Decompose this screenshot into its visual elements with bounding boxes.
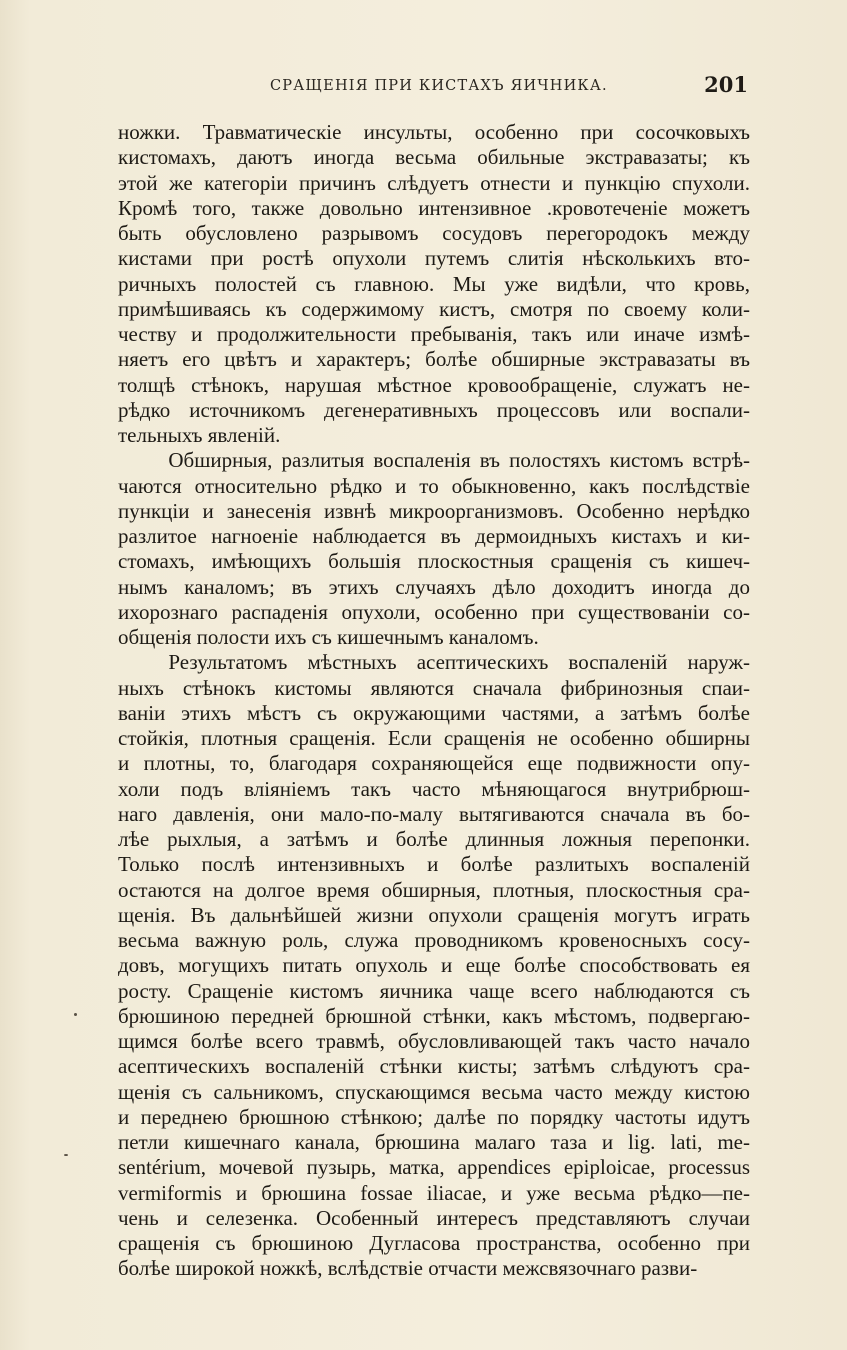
text-line: пункціи и занесенія извнѣ микроорганизмовъ. Особенно нерѣдко — [118, 498, 750, 523]
text-line: чень и селезенка. Особенный интересъ представляютъ случаи — [118, 1205, 750, 1230]
text-line: ножки. Травматическіе инсульты, особенно при сосочковыхъ — [118, 120, 750, 144]
text-line: тельныхъ явленій. — [118, 423, 281, 447]
text-line: примѣшиваясь къ содержимому кистъ, смотря по своему коли- — [118, 296, 750, 321]
text-line: чаются относительно рѣдко и то обыкновенно, какъ послѣдствіе — [118, 473, 750, 498]
paragraph — [118, 120, 750, 448]
text-line: рѣдко источникомъ дегенеративныхъ процессовъ или воспали- — [118, 397, 750, 422]
text-line: петли кишечнаго канала, брюшина малаго таза и lig. lati, me- — [118, 1130, 750, 1154]
text-line: ваніи этихъ мѣстъ съ окружающими частями, а затѣмъ болѣе — [118, 700, 750, 725]
text-line: ихорознаго распаденія опухоли, особенно при существованіи со- — [118, 599, 750, 624]
text-line: и переднею брюшною стѣнкою; далѣе по порядку частоты идутъ — [118, 1104, 750, 1129]
text-line: брюшиною передней брюшной стѣнки, какъ мѣстомъ, подвергаю- — [118, 1003, 750, 1028]
text-line: наго давленія, они мало-по-малу вытягиваются сначала въ бо- — [118, 801, 750, 826]
text-line: быть обусловлено разрывомъ сосудовъ перегородокъ между — [118, 221, 750, 245]
text-line: стойкія, плотныя сращенія. Если сращенія не особенно обширны — [118, 726, 750, 750]
text-line: росту. Сращеніе кистомъ яичника чаще всего наблюдаются съ — [118, 978, 750, 1003]
text-line: и плотны, то, благодаря сохраняющейся еще подвижности опу- — [118, 751, 750, 776]
text-line: няетъ его цвѣтъ и характеръ; болѣе обширные экстравазаты въ — [118, 347, 750, 372]
running-title: СРАЩЕНІЯ ПРИ КИСТАХЪ ЯИЧНИКА. — [270, 78, 608, 94]
text-line: vermiformis и брюшина fossae iliacae, и уже весьма рѣдко—пе- — [118, 1180, 750, 1205]
text-line: сращенія съ брюшиною Дугласова пространства, особенно при — [118, 1231, 750, 1255]
text-line: стомахъ, имѣющихъ большія плоскостныя сращенія съ кишеч- — [118, 549, 750, 574]
text-line: довъ, могущихъ питать опухоль и еще болѣе способствовать ея — [118, 953, 750, 978]
text-line: ричныхъ полостей съ главною. Мы уже видѣли, что кровь, — [118, 271, 750, 296]
stray-ink-mark — [74, 1013, 77, 1016]
text-line: разлитое нагноеніе наблюдается въ дермоидныхъ кистахъ и ки- — [118, 524, 750, 548]
text-line: кистомахъ, даютъ иногда весьма обильные экстравазаты; къ — [118, 145, 750, 170]
stray-ink-mark — [64, 1154, 68, 1156]
text-line: лѣе рыхлыя, а затѣмъ и болѣе длинныя ложныя перепонки. — [118, 827, 750, 851]
text-line: болѣе широкой ножкѣ, вслѣдствіе отчасти межсвязочнаго разви- — [118, 1256, 698, 1281]
text-line: sentérium, мочевой пузырь, матка, appendices epiploicae, processus — [118, 1155, 750, 1180]
text-line: честву и продолжительности пребыванія, такъ или иначе измѣ- — [118, 322, 750, 346]
paragraph — [118, 650, 750, 1281]
paragraph — [118, 448, 750, 650]
text-line: кистами при ростѣ опухоли путемъ слитія нѣсколькихъ вто- — [118, 246, 750, 271]
text-line: остаются на долгое время обширныя, плотныя, плоскостныя сра- — [118, 877, 750, 902]
text-line: толщѣ стѣнокъ, нарушая мѣстное кровообращеніе, служатъ не- — [118, 372, 750, 397]
text-line: общенія полости ихъ съ кишечнымъ каналомъ. — [118, 625, 539, 649]
page-header — [118, 72, 748, 102]
body-text — [118, 120, 750, 1282]
page-number: 201 — [704, 72, 748, 97]
text-line: Только послѣ интензивныхъ и болѣе разлитыхъ воспаленій — [118, 852, 750, 877]
text-line: асептическихъ воспаленій стѣнки кисты; затѣмъ слѣдуютъ сра- — [118, 1054, 750, 1079]
text-line: ныхъ стѣнокъ кистомы являются сначала фибринозныя спаи- — [118, 675, 750, 700]
text-line: щенія съ сальникомъ, спускающимся весьма часто между кистою — [118, 1079, 750, 1104]
text-line: щенія. Въ дальнѣйшей жизни опухоли сращенія могутъ играть — [118, 902, 750, 927]
text-line: Обширныя, разлитыя воспаленія въ полостяхъ кистомъ встрѣ- — [168, 448, 750, 473]
text-line: холи подъ вліяніемъ такъ часто мѣняющагося внутрибрюш- — [118, 776, 750, 801]
text-line: Результатомъ мѣстныхъ асептическихъ воспаленій наруж- — [168, 650, 750, 675]
text-line: этой же категоріи причинъ слѣдуетъ отнести и пункцію спухоли. — [118, 170, 750, 195]
text-line: весьма важную роль, служа проводникомъ кровеносныхъ сосу- — [118, 928, 750, 952]
text-line: нымъ каналомъ; въ этихъ случаяхъ дѣло доходитъ иногда до — [118, 574, 750, 599]
text-line: щимся болѣе всего травмѣ, обусловливающей такъ часто начало — [118, 1029, 750, 1053]
text-line: Кромѣ того, также довольно интензивное .кровотеченіе можетъ — [118, 195, 750, 220]
